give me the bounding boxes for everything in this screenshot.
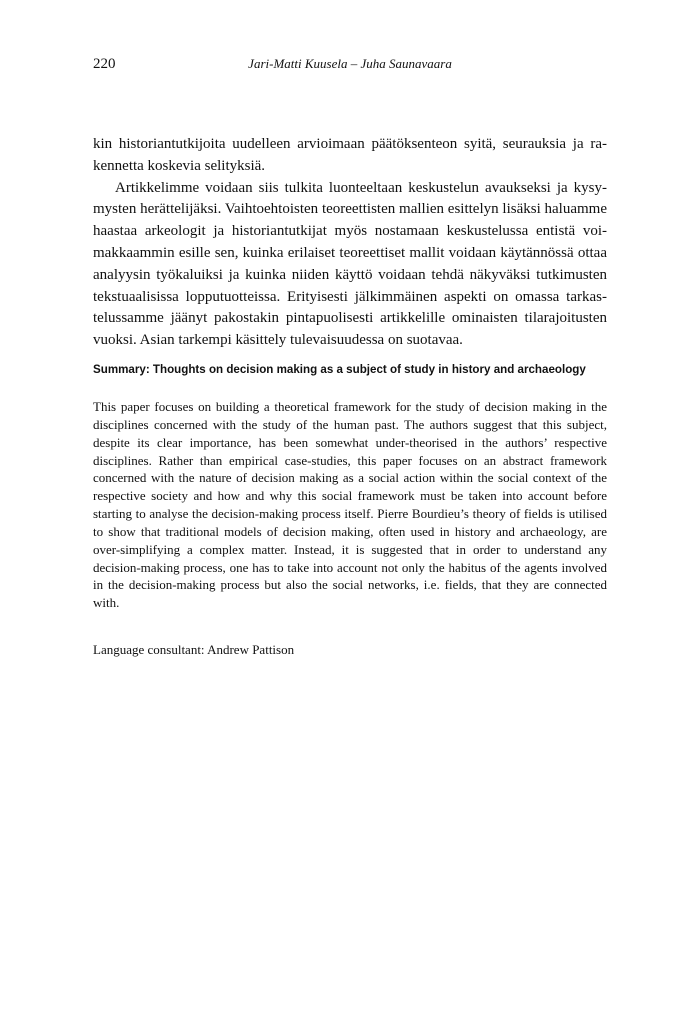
body-text <box>93 134 607 352</box>
body-paragraph-2: Artikkelimme voidaan siis tulkita luonteeltaan keskustelun avaukseksi ja kysymysten herättelijäksi. Vaihtoehtoisten teoreettisten mallien esittelyn lisäksi haluamme haastaa arkeologit ja historiantutkijat myös nostamaan keskustelussa entistä voimakkaammin esille sen, kuinka erilaiset teoreettiset mallit voidaan käytännössä ottaa analyysin työkaluiksi ja kuinka niiden käyttö voidaan tehdä näkyväksi tutkimusten tekstuaalisissa lopputuotteissa. Erityisesti jälkimmäinen aspekti on omassa tarkastelussamme jäänyt pakostakin pintapuolisesti artikkelille ominaisten tilarajoitusten vuoksi. Asian tarkempi käsittely tulevaisuudessa on suotavaa. <box>93 179 607 349</box>
summary-text: This paper focuses on building a theoretical framework for the study of decision making in the disciplines concerned with the study of the human past. The authors suggest that this subject, despite its clear importance, has been somewhat under-theorised in the authors’ respective disciplines. Rather than empirical case-studies, this paper focuses on an abstract framework concerned with the nature of decision making as a social action within the social context of the respective society and how and why this social framework must be taken into account before starting to analyse the decision-making process itself. Pierre Bourdieu’s theory of fields is utilised to show that traditional models of decision making, often used in history and archaeology, are over-simplifying a complex matter. Instead, it is suggested that in order to understand any decision-making process, one has to take into account not only the habitus of the agents involved in the decision-making process but also the social networks, i.e. fields, that they are connected with. <box>93 399 607 611</box>
page-number: 220 <box>93 56 116 72</box>
language-consultant-note: Language consultant: Andrew Pattison <box>93 642 295 657</box>
body-paragraph-1: kin historiantutkijoita uudelleen arvioimaan päätöksenteon syitä, seurauksia ja rakennetta koskevia selityksiä. <box>93 136 607 174</box>
summary-heading: Summary: Thoughts on decision making as a subject of study in history and archaeology <box>93 363 586 376</box>
running-head: Jari-Matti Kuusela – Juha Saunavaara <box>248 56 452 71</box>
